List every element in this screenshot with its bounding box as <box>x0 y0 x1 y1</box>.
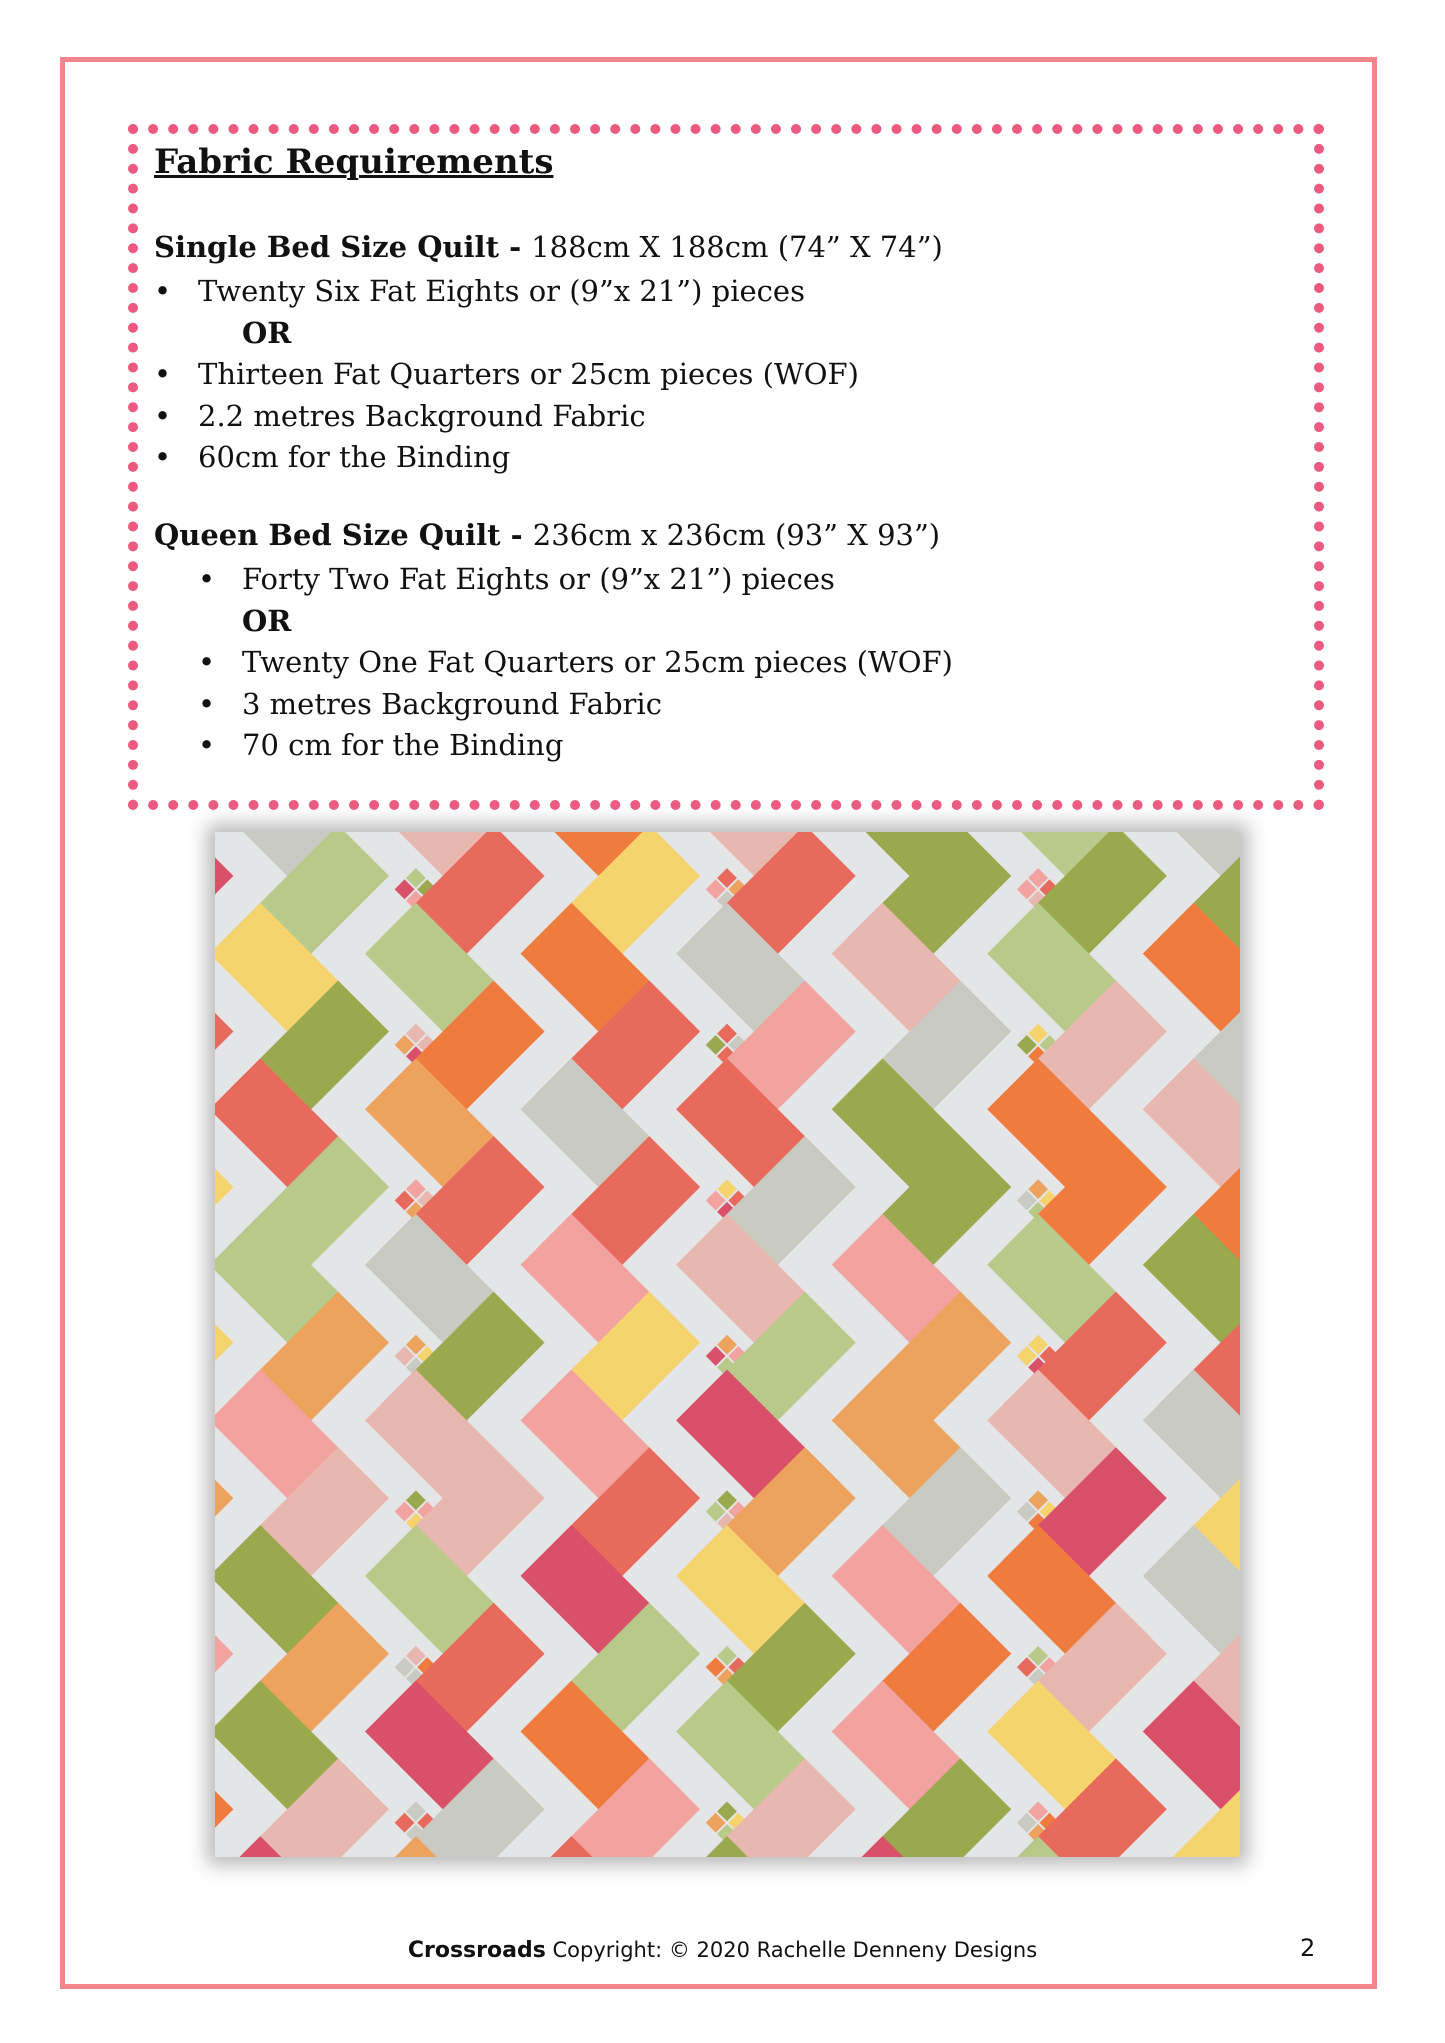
single-bed-size: 188cm X 188cm (74” X 74”) <box>531 230 943 264</box>
footer <box>0 1932 1445 1968</box>
bullet-icon: • <box>198 686 216 721</box>
single-bed-list <box>154 271 859 479</box>
queen-bed-label: Queen Bed Size Quilt - <box>154 518 533 552</box>
list-item: • Thirteen Fat Quarters or 25cm pieces (WOF) <box>154 354 859 396</box>
page-number: 2 <box>1300 1934 1316 1962</box>
queen-bed-list <box>198 559 953 767</box>
list-item: • Twenty One Fat Quarters or 25cm pieces (WOF) <box>198 642 953 684</box>
bullet-icon: • <box>154 398 172 433</box>
bullet-icon: • <box>154 357 172 391</box>
list-item: • 2.2 metres Background Fabric <box>154 396 859 438</box>
copyright-text: Copyright: © 2020 Rachelle Denneny Designs <box>545 1938 1038 1962</box>
bullet-icon: • <box>154 440 172 474</box>
quilt-photo <box>215 832 1240 1857</box>
list-item: • 3 metres Background Fabric <box>198 684 953 726</box>
single-bed-heading <box>154 230 943 264</box>
list-item: • Twenty Six Fat Eights or (9”x 21”) pieces <box>154 271 859 313</box>
pattern-name: Crossroads <box>407 1938 546 1963</box>
single-bed-label: Single Bed Size Quilt - <box>154 230 532 264</box>
list-item: • 70 cm for the Binding <box>198 725 953 767</box>
bullet-icon: • <box>198 645 216 679</box>
section-title: Fabric Requirements <box>154 142 554 182</box>
queen-bed-size: 236cm x 236cm (93” X 93”) <box>532 518 941 552</box>
list-item-or: OR <box>242 315 292 350</box>
list-item: • Forty Two Fat Eights or (9”x 21”) pieces <box>198 559 953 601</box>
list-item-or: OR <box>242 603 292 638</box>
queen-bed-heading <box>154 518 940 552</box>
list-item: • 60cm for the Binding <box>154 437 859 479</box>
bullet-icon: • <box>198 728 216 762</box>
bullet-icon: • <box>198 562 216 596</box>
quilt-pattern <box>215 832 1240 1857</box>
bullet-icon: • <box>154 274 172 308</box>
fabric-rectangle <box>215 1758 233 1857</box>
